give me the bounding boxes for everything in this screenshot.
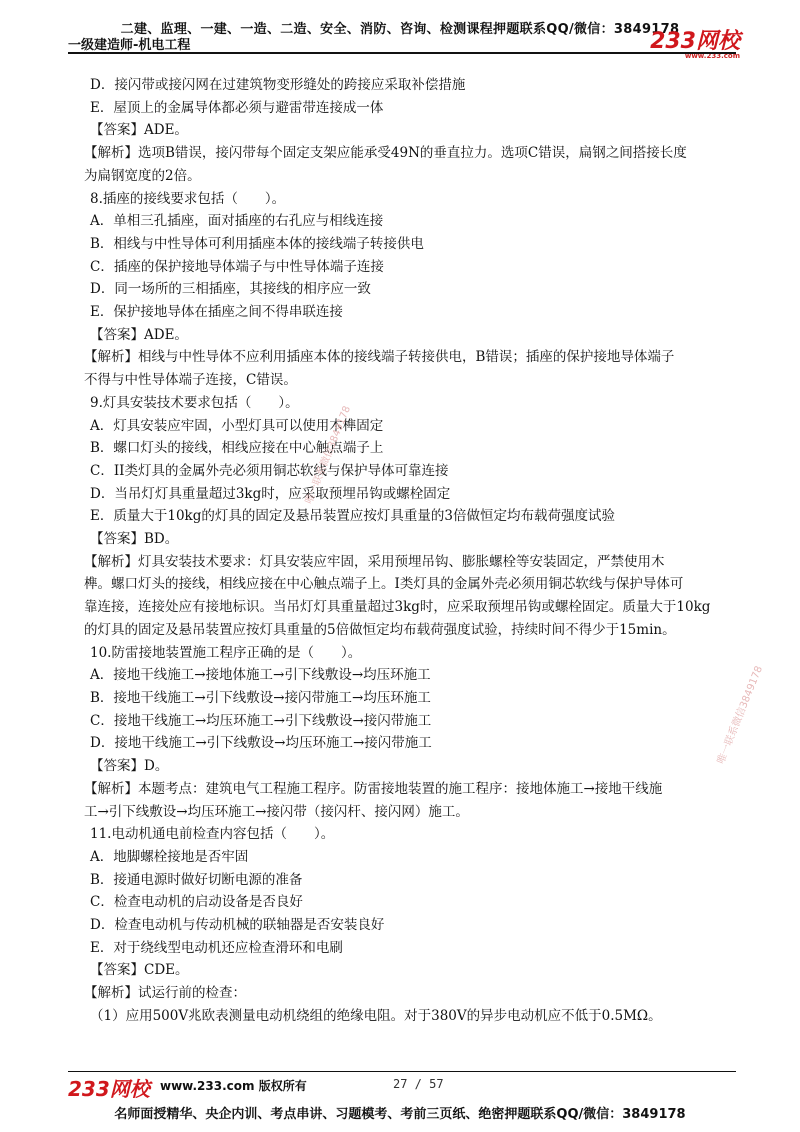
- document-body: [84, 74, 750, 1028]
- header-rule: [68, 52, 736, 54]
- analysis-line: 靠连接，连接处应有接地标识。当吊灯灯具重量超过3kg时，应采取预埋吊钩或螺栓固定。质量大于10kg: [84, 599, 711, 616]
- option-line: B．接通电源时做好切断电源的准备: [90, 871, 303, 888]
- header-promo-line: 二建、监理、一建、一造、二造、安全、消防、咨询、检测课程押题联系QQ/微信：3849178: [120, 22, 680, 37]
- answer-line: 【答案】CDE。: [90, 962, 189, 979]
- brand-logo-header: [650, 24, 740, 60]
- option-line: C．检查电动机的启动设备是否良好: [90, 894, 303, 911]
- watermark: 唯一联系微信3849178: [303, 404, 354, 506]
- analysis-line: 的灯具的固定及悬吊装置应按灯具重量的5倍做恒定均布载荷强度试验，持续时间不得少于15min。: [84, 621, 676, 638]
- option-line: C．插座的保护接地导体端子与中性导体端子连接: [90, 258, 384, 275]
- analysis-line: 为扁钢宽度的2倍。: [84, 167, 201, 184]
- watermark: 唯一联系微信3849178: [715, 664, 766, 766]
- analysis-line: 【解析】试运行前的检查：: [84, 985, 246, 1002]
- question-line: 10.防雷接地装置施工程序正确的是（ ）。: [90, 644, 362, 661]
- brand-logo-footer: 233网校: [68, 1077, 150, 1101]
- option-line: E．对于绕线型电动机还应检查滑环和电刷: [90, 939, 343, 956]
- document-subtitle: 一级建造师-机电工程: [68, 38, 191, 53]
- option-line: A．接地干线施工→接地体施工→引下线敷设→均压环施工: [90, 667, 431, 684]
- footer-promo-line: 名师面授精华、央企内训、考点串讲、习题模考、考前三页纸、绝密押题联系QQ/微信：3849178: [114, 1107, 686, 1122]
- question-line: 8.插座的接线要求包括（ ）。: [90, 190, 286, 207]
- option-line: E．质量大于10kg的灯具的固定及悬吊装置应按灯具重量的3倍做恒定均布载荷强度试验: [90, 508, 615, 525]
- footer-copyright: www.233.com 版权所有: [160, 1079, 307, 1093]
- logo-text: 233网校: [650, 29, 740, 54]
- analysis-line: 【解析】本题考点：建筑电气工程施工程序。防雷接地装置的施工程序：接地体施工→接地干线施: [84, 780, 663, 797]
- option-line: E．屋顶上的金属导体都必须与避雷带连接成一体: [90, 99, 384, 116]
- option-line: B．相线与中性导体可利用插座本体的接线端子转接供电: [90, 235, 424, 252]
- answer-line: 【答案】D。: [90, 758, 169, 775]
- answer-line: 【答案】ADE。: [90, 326, 188, 343]
- option-line: D．接闪带或接闪网在过建筑物变形缝处的跨接应采取补偿措施: [90, 77, 466, 93]
- option-line: A．地脚螺栓接地是否牢固: [90, 848, 249, 865]
- option-line: C．接地干线施工→均压环施工→引下线敷设→接闪带施工: [90, 712, 432, 729]
- analysis-line: 【解析】选项B错误，接闪带每个固定支架应能承受49N的垂直拉力。选项C错误，扁钢之间搭接长度: [84, 145, 687, 162]
- logo-url: www.233.com: [684, 52, 740, 60]
- analysis-line: 不得与中性导体端子连接，C错误。: [84, 372, 297, 389]
- option-line: B．螺口灯头的接线，相线应接在中心触点端子上: [90, 440, 384, 457]
- analysis-line: 榫。螺口灯头的接线，相线应接在中心触点端子上。I类灯具的金属外壳必须用铜芯软线与保护导体可: [84, 576, 684, 593]
- question-line: 11.电动机通电前检查内容包括（ ）。: [90, 826, 335, 843]
- option-line: D．接地干线施工→引下线敷设→均压环施工→接闪带施工: [90, 735, 432, 752]
- answer-line: 【答案】ADE。: [90, 122, 188, 139]
- option-line: D．检查电动机与传动机械的联轴器是否安装良好: [90, 917, 385, 934]
- option-line: E．保护接地导体在插座之间不得串联连接: [90, 304, 343, 321]
- option-line: D．当吊灯灯具重量超过3kg时，应采取预埋吊钩或螺栓固定: [90, 485, 451, 502]
- option-line: D．同一场所的三相插座，其接线的相序应一致: [90, 281, 371, 298]
- question-line: 9.灯具安装技术要求包括（ ）。: [90, 394, 299, 411]
- footer-rule: [68, 1071, 736, 1072]
- analysis-line: 【解析】相线与中性导体不应利用插座本体的接线端子转接供电，B错误；插座的保护接地导体端子: [84, 349, 675, 366]
- option-line: C．II类灯具的金属外壳必须用铜芯软线与保护导体可靠连接: [90, 462, 449, 479]
- analysis-line: 【解析】灯具安装技术要求：灯具安装应牢固，采用预埋吊钩、膨胀螺栓等安装固定，严禁使用木: [84, 553, 665, 570]
- option-line: A．单相三孔插座，面对插座的右孔应与相线连接: [90, 213, 384, 230]
- analysis-line: 工→引下线敷设→均压环施工→接闪带（接闪杆、接闪网）施工。: [84, 803, 469, 820]
- analysis-line: （1）应用500V兆欧表测量电动机绕组的绝缘电阻。对于380V的异步电动机应不低于0.5MΩ。: [90, 1007, 662, 1024]
- page-number: 27 / 57: [393, 1077, 444, 1091]
- answer-line: 【答案】BD。: [90, 531, 179, 548]
- option-line: A．灯具安装应牢固，小型灯具可以使用木榫固定: [90, 417, 384, 434]
- option-line: B．接地干线施工→引下线敷设→接闪带施工→均压环施工: [90, 689, 431, 706]
